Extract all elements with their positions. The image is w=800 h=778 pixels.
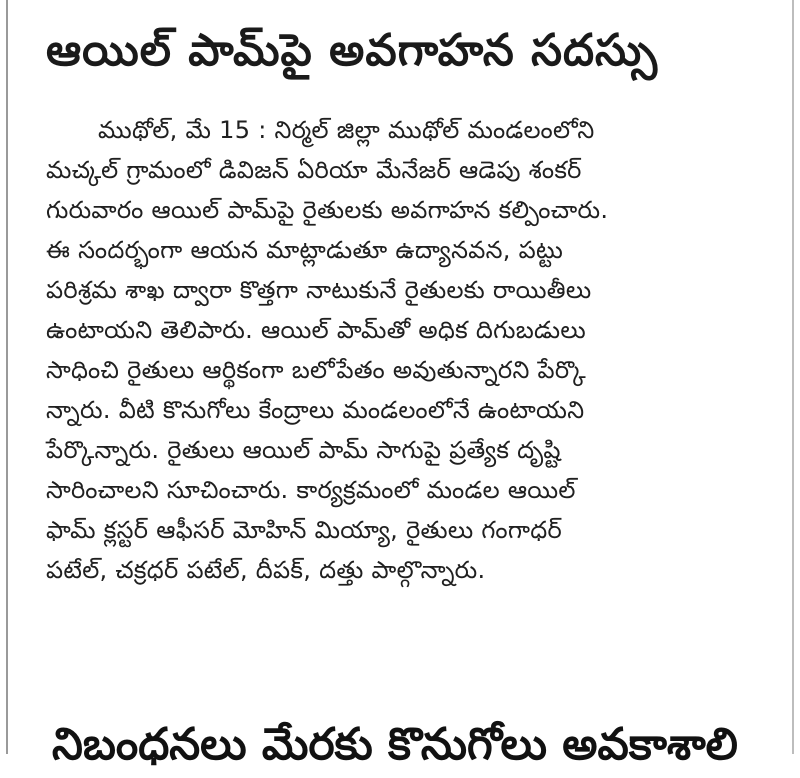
article-line: మచ్కల్ గ్రామంలో డివిజన్ ఏరియా మేనేజర్ ఆడెపు శంకర్ (46, 156, 582, 184)
article-line: పటేల్, చక్రధర్ పటేల్, దీపక్, దత్తు పాల్గొన్నారు. (46, 556, 486, 584)
article-headline: ఆయిల్ పామ్‌పై అవగాహన సదస్సు (46, 25, 659, 76)
next-article-headline: నిబంధనలు మేరకు కొనుగోలు అవకాశాలి (52, 719, 738, 770)
article-line: ఫామ్ క్లస్టర్ ఆఫీసర్ మోహిన్ మియ్యా, రైతులు గంగాధర్ (46, 516, 563, 544)
article-line: ఉంటాయని తెలిపారు. ఆయిల్ పామ్‌తో అధిక దిగుబడులు (46, 316, 587, 344)
article-line: పరిశ్రమ శాఖ ద్వారా కొత్తగా నాటుకునే రైతులకు రాయితీలు (46, 276, 592, 304)
article-line: సారించాలని సూచించారు. కార్యక్రమంలో మండల ఆయిల్ (46, 476, 576, 504)
article-line: ముథోల్, మే 15 : నిర్మల్ జిల్లా ముథోల్ మండలంలోని (98, 116, 595, 144)
column-divider-right (792, 0, 794, 754)
article-line: సాధించి రైతులు ఆర్థికంగా బలోపేతం అవుతున్నారని పేర్కొ (46, 356, 587, 384)
article-line: పేర్కొన్నారు. రైతులు ఆయిల్ పామ్ సాగుపై ప్రత్యేక దృష్టి (46, 436, 561, 464)
column-divider-left (6, 0, 8, 754)
article-line: న్నారు. వీటి కొనుగోలు కేంద్రాలు మండలంలోనే ఉంటాయని (46, 396, 585, 424)
article-body (46, 110, 778, 590)
article-line: ఈ సందర్భంగా ఆయన మాట్లాడుతూ ఉద్యానవన, పట్టు (46, 236, 564, 264)
article-line: గురువారం ఆయిల్ పామ్‌పై రైతులకు అవగాహన కల్పించారు. (46, 196, 609, 224)
